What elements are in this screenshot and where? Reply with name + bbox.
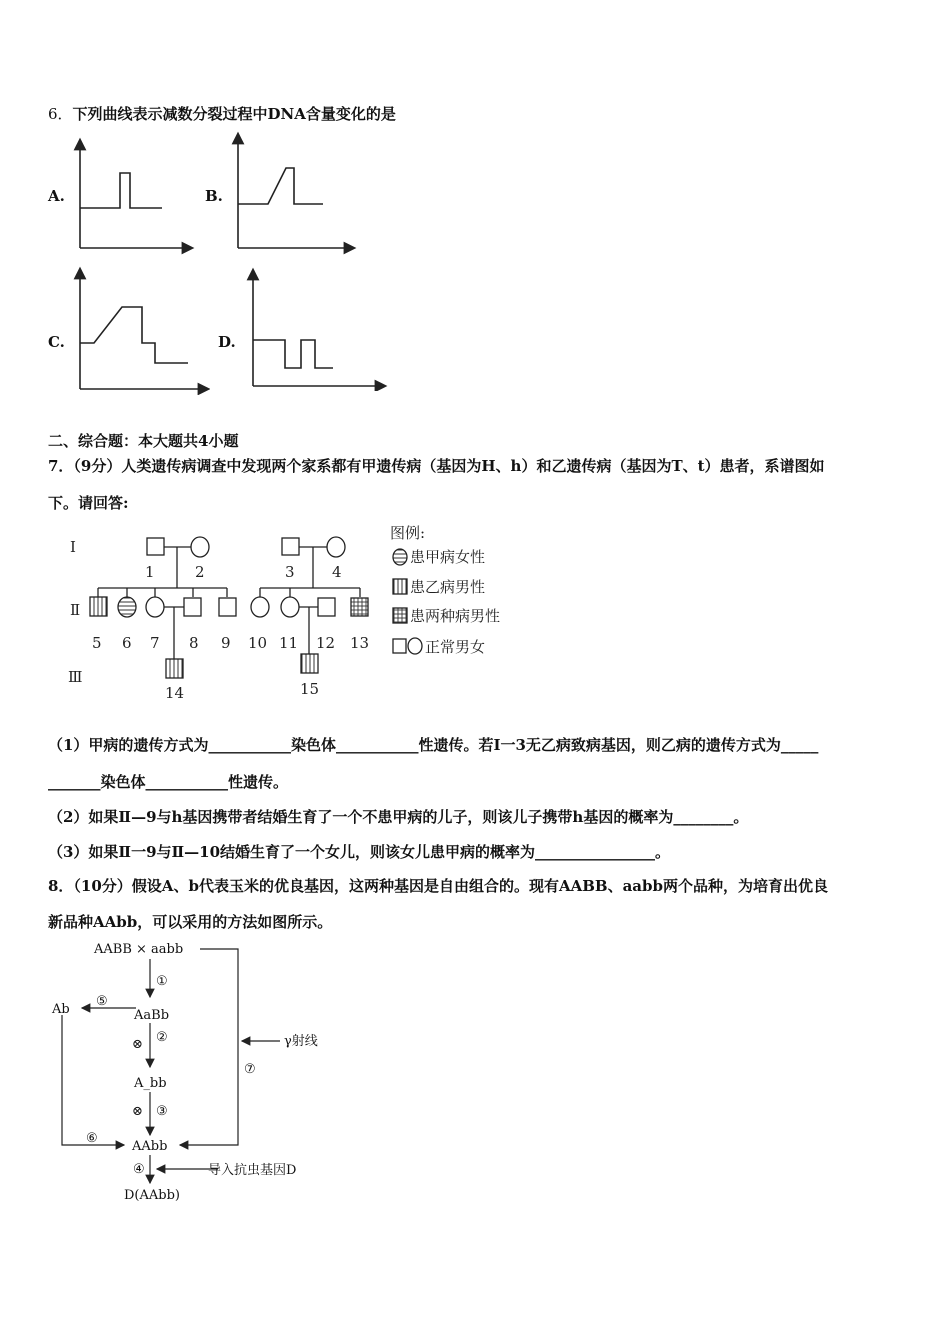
pedigree-chart (60, 520, 540, 705)
label-13: 13 (350, 634, 370, 652)
step-6: ⑥ (86, 1131, 98, 1146)
label-14: 14 (165, 684, 185, 702)
pedigree-ii9-male (219, 598, 236, 616)
label-6: 6 (122, 634, 132, 652)
legend-jia-female: 患甲病女性 (410, 548, 486, 566)
graph-d-curve (253, 340, 333, 368)
option-d-label: D. (218, 333, 236, 351)
option-a-label: A. (48, 187, 65, 205)
pedigree-i4-female (327, 537, 345, 557)
question-7-line2: 下。请回答: (48, 494, 129, 512)
graph-d (243, 266, 388, 391)
question-6 (48, 103, 396, 124)
step-2: ② (156, 1030, 168, 1045)
legend-yi-male: 患乙病男性 (410, 578, 486, 596)
label-10: 10 (248, 634, 268, 652)
legend-title: 图例: (390, 524, 426, 542)
pedigree-i1-male (147, 538, 164, 555)
d-label: D(AAbb) (124, 1188, 180, 1203)
graph-a-curve (80, 173, 162, 208)
pedigree-i3-male (282, 538, 299, 555)
graph-a (70, 136, 195, 256)
label-11: 11 (279, 634, 299, 652)
step-5: ⑤ (96, 994, 108, 1009)
selfing-1: ⊗ (132, 1037, 143, 1052)
pedigree-ii12-male (318, 598, 335, 616)
aabb-target: AAbb (132, 1139, 168, 1154)
question-8-line1: 8．（10分）假设A、b代表玉米的优良基因，这两种基因是自由组合的。现有AABB、aabb两个品种，为培育出优良 (48, 877, 828, 895)
pedigree-ii10-female (251, 597, 269, 617)
step-4: ④ (133, 1162, 145, 1177)
legend-normal: 正常男女 (425, 638, 486, 656)
label-9: 9 (221, 634, 231, 652)
aabb-f1: AaBb (134, 1008, 170, 1023)
legend-normal-male-icon (393, 639, 406, 653)
step-7: ⑦ (244, 1062, 256, 1077)
q7-sub3: （3）如果Ⅱ一9与Ⅱ—10结婚生育了一个女儿，则该女儿患甲病的概率为________________。 (48, 843, 671, 861)
question-6-number: 6． (48, 105, 73, 123)
step-3: ③ (156, 1104, 168, 1119)
pedigree-ii11-female (281, 597, 299, 617)
pedigree-iii14-male-yi (166, 659, 183, 678)
graph-b-curve (238, 168, 323, 204)
legend-both-male-icon (393, 608, 407, 623)
pedigree-ii6-female-jia (118, 597, 136, 617)
label-8: 8 (189, 634, 199, 652)
question-6-text: 下列曲线表示减数分裂过程中DNA含量变化的是 (72, 105, 396, 123)
pedigree-ii8-male (184, 598, 201, 616)
graph-c (70, 265, 210, 395)
gen-i-label: Ⅰ (70, 538, 76, 556)
label-2: 2 (195, 563, 205, 581)
ab-label: Ab (52, 1002, 70, 1017)
selfing-2: ⊗ (132, 1104, 143, 1119)
option-c-label: C. (48, 333, 65, 351)
legend-normal-female-icon (408, 638, 422, 654)
gamma-ray: γ射线 (284, 1034, 318, 1049)
label-1: 1 (145, 563, 155, 581)
pedigree-ii7-female (146, 597, 164, 617)
pedigree-ii13-male-both (351, 598, 368, 616)
pedigree-iii15-male-yi (301, 654, 318, 673)
cross-label: AABB × aabb (94, 942, 184, 957)
legend-both-male: 患两种病男性 (410, 607, 501, 625)
label-12: 12 (316, 634, 336, 652)
pedigree-i2-female (191, 537, 209, 557)
q7-sub1-line1: （1）甲病的遗传方式为___________染色体___________性遗传。若Ⅰ一3无乙病致病基因，则乙病的遗传方式为_____ (48, 736, 819, 754)
label-5: 5 (92, 634, 102, 652)
gen-iii-label: Ⅲ (68, 668, 83, 686)
label-7: 7 (150, 634, 160, 652)
question-7-line1: 7．（9分）人类遗传病调查中发现两个家系都有甲遗传病（基因为H、h）和乙遗传病（基因为T、t）患者，系谱图如 (48, 457, 825, 475)
legend-jia-female-icon (393, 549, 407, 565)
legend-yi-male-icon (393, 579, 407, 594)
label-3: 3 (285, 563, 295, 581)
gen-ii-label: Ⅱ (70, 601, 81, 619)
graph-b (228, 130, 358, 256)
breeding-diagram (40, 935, 360, 1215)
question-8-line2: 新品种AAbb，可以采用的方法如图所示。 (48, 913, 333, 931)
label-4: 4 (332, 563, 342, 581)
option-b-label: B. (205, 187, 223, 205)
step-1: ① (156, 974, 168, 989)
a-bb-label: A_bb (134, 1076, 167, 1091)
import-gene: 导入抗虫基因D (208, 1163, 297, 1178)
pedigree-ii5-male-yi (90, 597, 107, 616)
label-15: 15 (300, 680, 320, 698)
graph-c-curve (80, 307, 188, 363)
q7-sub2: （2）如果Ⅱ—9与h基因携带者结婚生育了一个不患甲病的儿子，则该儿子携带h基因的概率为________。 (48, 808, 749, 826)
q7-sub1-line2: _______染色体___________性遗传。 (48, 773, 289, 791)
section-heading: 二、综合题：本大题共4小题 (48, 432, 239, 450)
